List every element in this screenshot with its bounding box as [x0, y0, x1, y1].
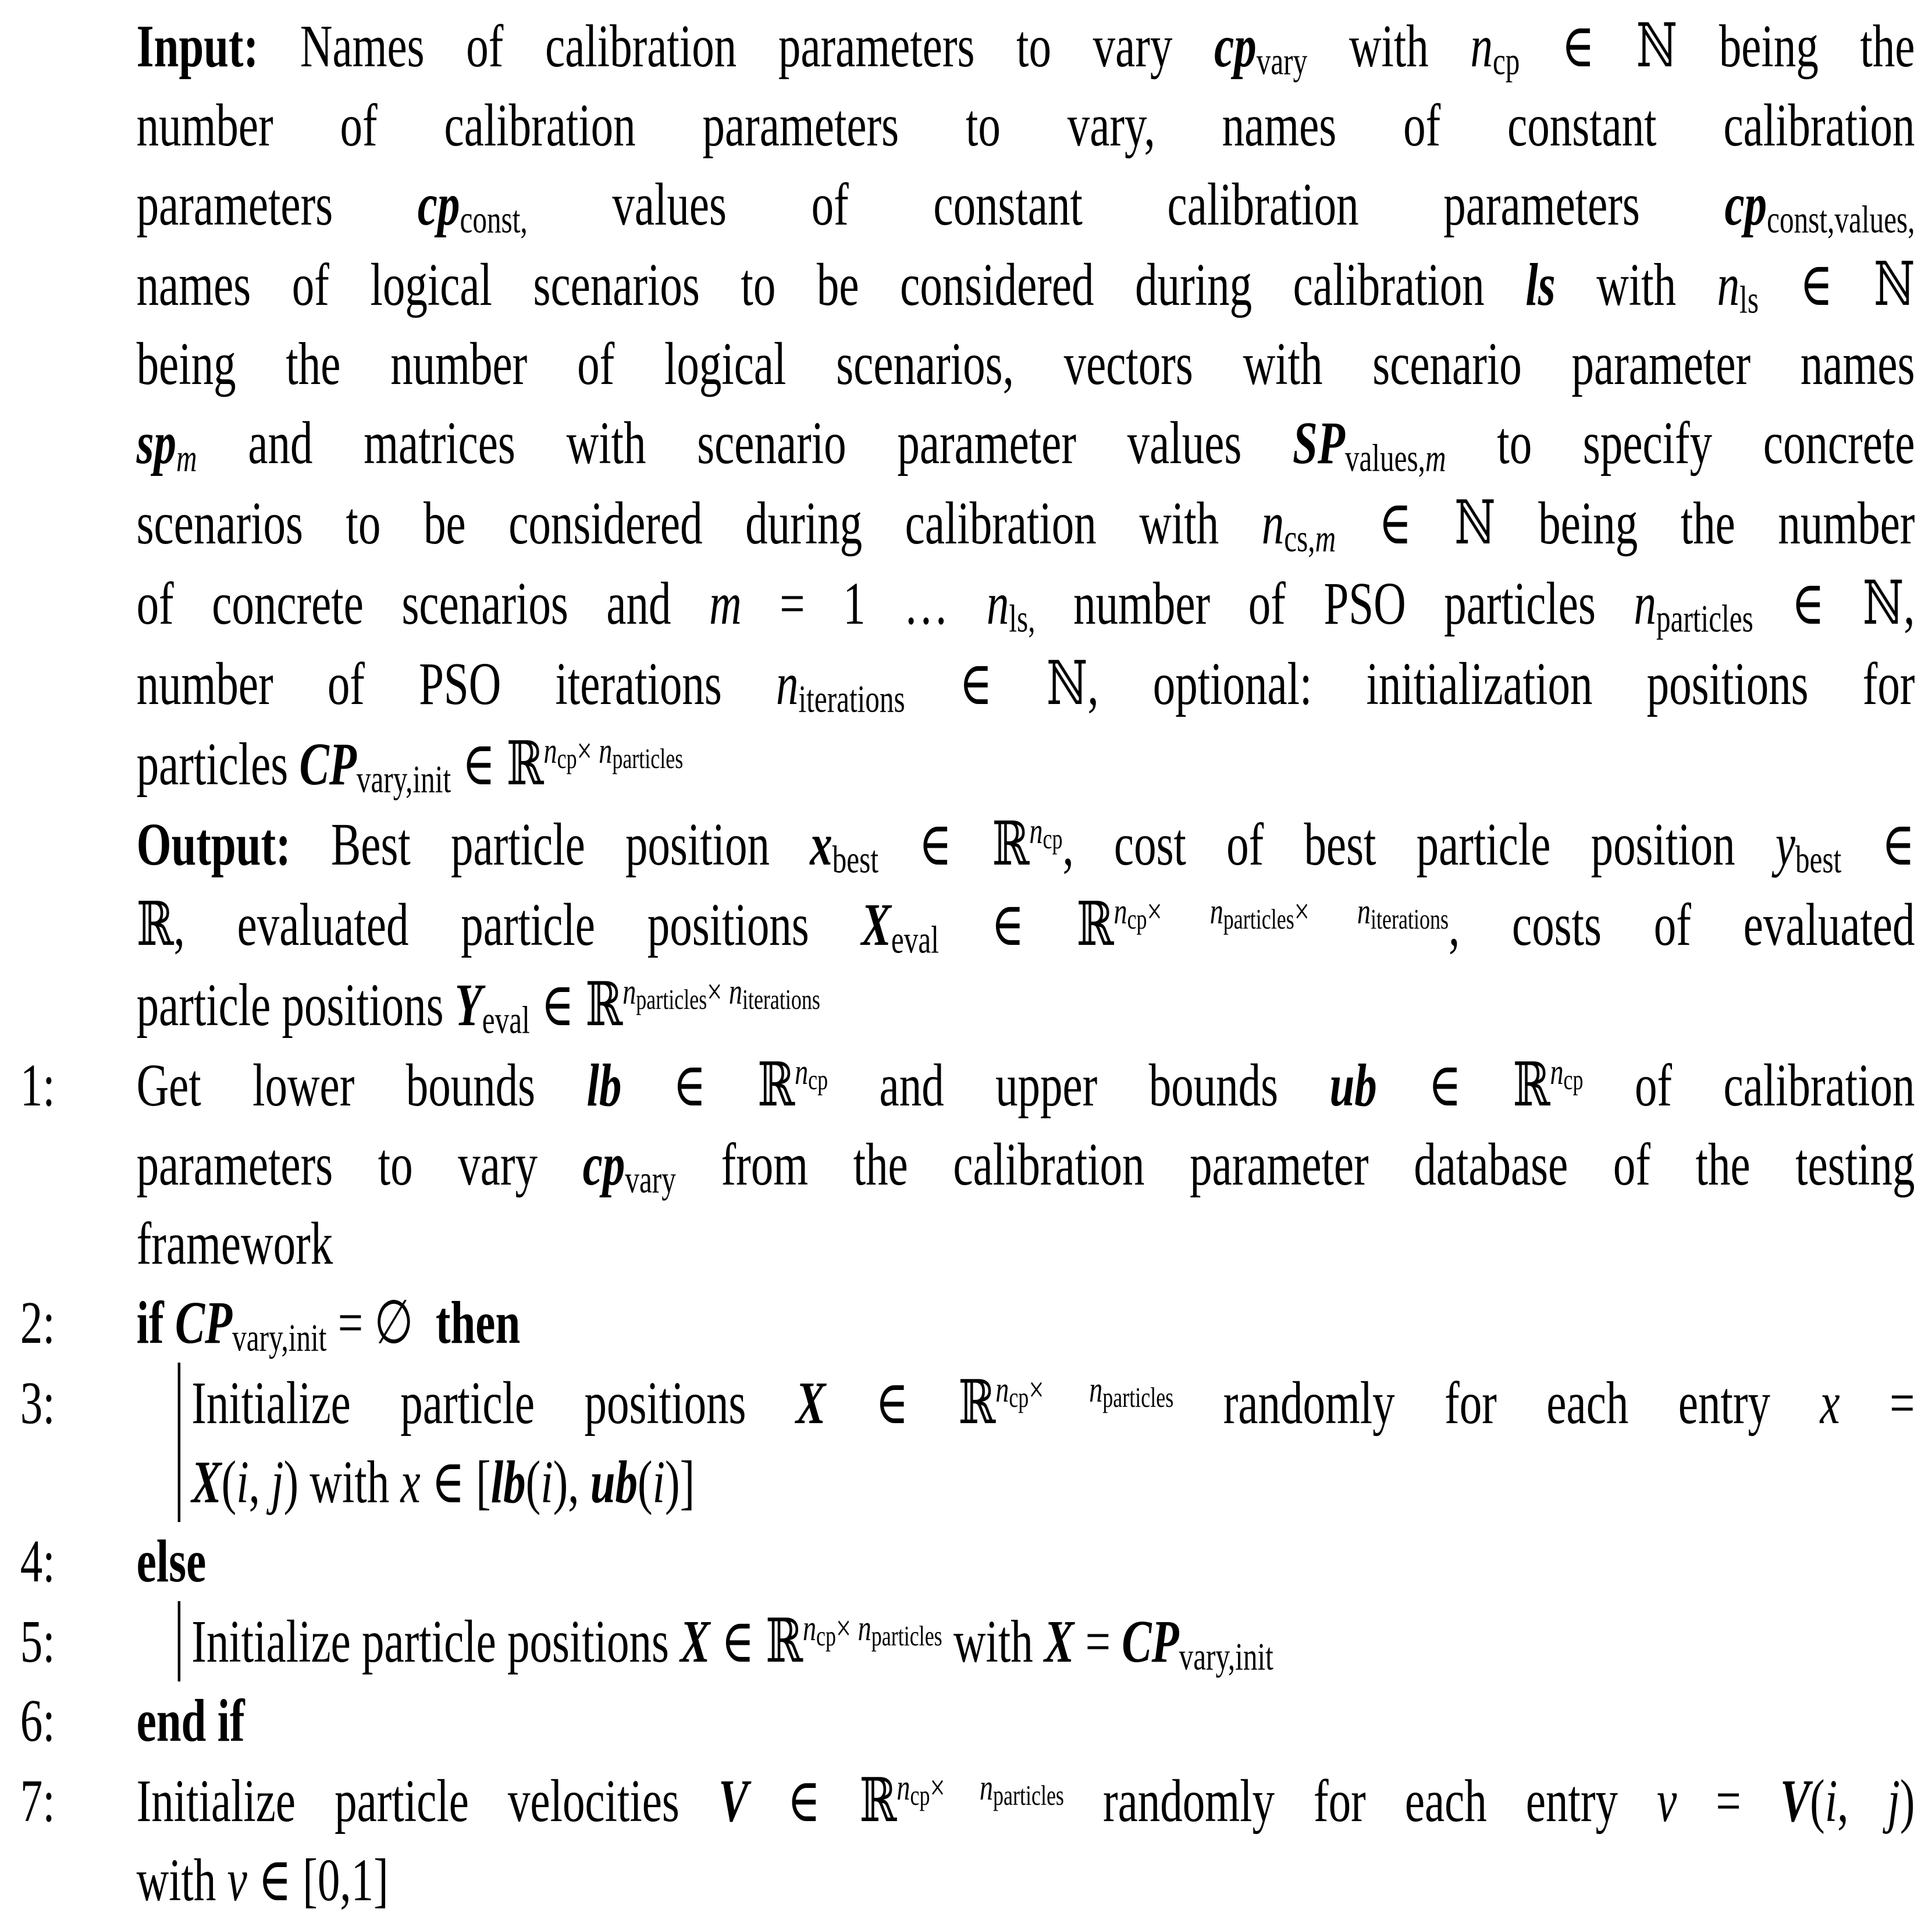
- text-run: ∈: [878, 811, 992, 878]
- text-run: ×: [707, 971, 729, 1012]
- line-number: 7:: [20, 1768, 55, 1834]
- algo-text-line: [137, 1125, 1915, 1204]
- algo-step-1: [20, 1045, 1915, 1283]
- math-scalar-variable: n: [1550, 1051, 1564, 1092]
- text-run: ) with: [283, 1449, 401, 1516]
- algo-text-line: [137, 244, 1915, 325]
- subscript: cp: [816, 1620, 837, 1652]
- superscript: [543, 730, 684, 774]
- subscript: iterations: [798, 678, 905, 721]
- subscript: ls: [1739, 279, 1759, 322]
- blackboard-set-symbol: ℝ: [1076, 888, 1114, 959]
- subscript: best: [1795, 838, 1842, 881]
- superscript: [995, 1369, 1174, 1413]
- text-run: being the number of logical scenarios, vectors with scenario parameter names: [136, 330, 1915, 397]
- text-run: ∈: [1376, 1052, 1513, 1119]
- text-run: to specify concrete: [1446, 410, 1915, 477]
- text-run: being the number: [1495, 490, 1915, 557]
- text-run: Initialize particle positions: [191, 1370, 796, 1437]
- algo-text-line: [137, 404, 1915, 483]
- math-scalar-variable: n: [1634, 570, 1656, 637]
- math-vector-variable: Y: [454, 972, 482, 1039]
- subscript: iterations: [742, 983, 820, 1015]
- superscript: [795, 1051, 828, 1096]
- algo-text-line: [137, 1522, 1915, 1601]
- math-scalar-variable: v: [1657, 1768, 1677, 1834]
- subscript: vary: [1256, 40, 1308, 83]
- subscript: particles: [1102, 1381, 1174, 1413]
- superscript: [1113, 891, 1449, 935]
- math-scalar-variable: i: [1824, 1768, 1838, 1834]
- blackboard-set-symbol: ℝ: [765, 1605, 803, 1676]
- math-vector-variable: CP: [175, 1289, 233, 1356]
- blackboard-set-symbol: ℕ: [1636, 10, 1678, 81]
- indented-block-content: [178, 1601, 1915, 1681]
- text-run: of calibration: [1583, 1052, 1915, 1119]
- line-content: [137, 1761, 1915, 1920]
- math-scalar-variable: x: [400, 1449, 421, 1516]
- subscript: particles: [1656, 598, 1753, 641]
- text-run: =: [1074, 1608, 1122, 1675]
- subscript-italic: m: [1315, 517, 1336, 560]
- text-run: and matrices with scenario parameter values: [197, 410, 1293, 477]
- math-scalar-variable: n: [1717, 251, 1740, 318]
- text-run: Get lower bounds: [136, 1052, 587, 1119]
- math-vector-variable: CP: [1122, 1608, 1179, 1675]
- subscript: vary,init: [1179, 1635, 1273, 1679]
- blackboard-set-symbol: ℕ: [1047, 648, 1088, 719]
- algo-text-line: [137, 165, 1915, 244]
- subscript: values,: [1344, 437, 1426, 480]
- text-run: particles: [136, 731, 300, 798]
- line-number: 4:: [20, 1528, 55, 1595]
- line-content: [137, 6, 1915, 804]
- math-vector-variable: x: [810, 811, 832, 878]
- math-scalar-variable: n: [622, 971, 636, 1012]
- subscript: cp: [1563, 1064, 1584, 1096]
- math-scalar-variable: n: [979, 1767, 993, 1808]
- text-run: (: [1810, 1768, 1825, 1834]
- algo-text-line: [137, 1204, 1915, 1283]
- math-scalar-variable: n: [995, 1369, 1009, 1410]
- text-run: , optional: initialization positions for: [1087, 650, 1915, 717]
- math-scalar-variable: n: [986, 570, 1009, 637]
- blackboard-set-symbol: ℕ: [1454, 487, 1496, 558]
- math-scalar-variable: n: [1089, 1369, 1103, 1410]
- math-scalar-variable: i: [540, 1449, 553, 1516]
- math-scalar-variable: n: [728, 971, 742, 1012]
- blackboard-set-symbol: ℕ: [1862, 567, 1904, 638]
- math-vector-variable: X: [795, 1370, 826, 1437]
- text-run: with: [1555, 251, 1717, 318]
- blackboard-set-symbol: ℝ: [992, 808, 1030, 879]
- subscript: cp: [1009, 1381, 1029, 1413]
- math-scalar-variable: x: [1820, 1370, 1840, 1437]
- algo-text-line: [191, 1601, 1915, 1681]
- text-run: =: [1840, 1370, 1915, 1437]
- math-vector-variable: CP: [299, 731, 357, 798]
- text-run: values of constant calibration parameters: [527, 171, 1725, 238]
- algo-text-line: [137, 325, 1915, 404]
- math-scalar-variable: n: [1470, 13, 1493, 80]
- text-run: scenarios to be considered during calibration with: [136, 490, 1262, 557]
- text-run: ),: [553, 1449, 590, 1516]
- text-run: ∈: [1841, 811, 1915, 878]
- algo-step-7: [20, 1761, 1915, 1920]
- text-run: Initialize particle positions: [191, 1608, 681, 1675]
- subscript-italic: m: [1425, 437, 1446, 480]
- text-run: parameters to vary: [136, 1131, 583, 1198]
- algo-text-line: [137, 643, 1915, 724]
- math-vector-variable: sp: [136, 410, 177, 477]
- line-number: 5:: [20, 1608, 55, 1675]
- text-run: Names of calibration parameters to vary: [300, 13, 1215, 80]
- text-run: (: [221, 1449, 237, 1516]
- subscript: vary: [625, 1158, 676, 1201]
- math-scalar-variable: n: [1357, 891, 1371, 931]
- text-run: , cost of best particle position: [1062, 811, 1776, 878]
- text-run: ∈: [529, 972, 586, 1039]
- text-run: particle positions: [136, 972, 455, 1039]
- text-run: (: [525, 1449, 541, 1516]
- algo-text-line: [137, 1841, 1915, 1920]
- math-vector-variable: V: [1780, 1768, 1810, 1834]
- math-vector-variable: cp: [1724, 171, 1767, 238]
- text-run: randomly for each entry: [1063, 1768, 1657, 1834]
- text-run: ∈: [710, 1608, 766, 1675]
- math-vector-variable: X: [191, 1449, 222, 1516]
- subscript: eval: [891, 919, 939, 962]
- subscript: vary,init: [356, 758, 451, 801]
- text-run: ,: [1837, 1768, 1888, 1834]
- math-vector-variable: X: [1044, 1608, 1074, 1675]
- text-run: randomly for each entry: [1173, 1370, 1820, 1437]
- keyword: then: [435, 1289, 521, 1356]
- text-run: = ∅: [326, 1289, 436, 1356]
- superscript: [622, 971, 820, 1015]
- algo-text-line: [191, 1443, 1915, 1522]
- text-run: ×: [1147, 891, 1210, 931]
- text-run: Initialize particle velocities: [136, 1768, 718, 1834]
- text-run: ∈: [1753, 570, 1863, 637]
- math-vector-variable: SP: [1293, 410, 1345, 477]
- text-run: ∈: [748, 1768, 860, 1834]
- subscript: vary,init: [232, 1317, 327, 1360]
- algo-text-line: [137, 965, 1915, 1045]
- blackboard-set-symbol: ℝ: [859, 1765, 897, 1836]
- math-scalar-variable: j: [271, 1449, 284, 1516]
- math-scalar-variable: j: [1887, 1768, 1900, 1834]
- line-number: 1:: [20, 1052, 55, 1119]
- math-scalar-variable: m: [709, 570, 742, 637]
- superscript: [1550, 1051, 1584, 1096]
- text-run: ∈: [621, 1052, 758, 1119]
- line-content: [137, 1681, 1915, 1761]
- text-run: being the: [1677, 13, 1915, 80]
- text-run: Best particle position: [330, 811, 810, 878]
- algo-text-line: [137, 884, 1915, 965]
- math-vector-variable: V: [718, 1768, 749, 1834]
- math-vector-variable: lb: [586, 1052, 622, 1119]
- text-run: (: [638, 1449, 653, 1516]
- math-scalar-variable: n: [775, 650, 799, 717]
- blackboard-set-symbol: ℝ: [506, 728, 544, 799]
- subscript: best: [832, 838, 879, 881]
- math-scalar-variable: y: [1775, 811, 1796, 878]
- algo-text-line: [137, 1761, 1915, 1841]
- line-content: [137, 1522, 1915, 1601]
- superscript: [802, 1608, 942, 1652]
- subscript: const,values,: [1767, 198, 1915, 241]
- algo-text-line: [137, 1283, 1915, 1363]
- subscript: particles: [612, 742, 684, 774]
- text-run: ∈ [: [420, 1449, 491, 1516]
- math-scalar-variable: v: [227, 1847, 247, 1914]
- subscript: eval: [482, 999, 530, 1042]
- text-run: with: [1307, 13, 1471, 80]
- math-vector-variable: cp: [417, 171, 460, 238]
- math-scalar-variable: n: [1029, 810, 1043, 851]
- subscript: cp: [910, 1779, 930, 1811]
- algo-text-line: [137, 1045, 1915, 1125]
- subscript-italic: m: [176, 437, 197, 480]
- subscript: cp: [808, 1064, 828, 1096]
- line-number: 6:: [20, 1687, 55, 1754]
- algo-text-line: [137, 6, 1915, 86]
- algo-text-line: [137, 86, 1915, 165]
- subscript: particles: [871, 1620, 942, 1652]
- algo-text-line: [137, 563, 1915, 643]
- text-run: framework: [136, 1210, 333, 1277]
- subscript: particles: [1223, 903, 1294, 935]
- algo-text-line: [137, 724, 1915, 804]
- text-run: ∈: [451, 731, 507, 798]
- text-run: ×: [836, 1608, 858, 1648]
- text-run: ,: [248, 1449, 272, 1516]
- text-run: number of calibration parameters to vary, names of constant calibration: [136, 92, 1915, 159]
- keyword: end if: [136, 1687, 245, 1754]
- line-number: 3:: [20, 1370, 55, 1437]
- subscript: cs,: [1284, 517, 1315, 560]
- subscript: cp: [1043, 823, 1063, 855]
- subscript: const,: [460, 198, 528, 241]
- algo-text-line: [137, 1681, 1915, 1761]
- line-number: 2:: [20, 1289, 55, 1356]
- text-run: )]: [665, 1449, 695, 1516]
- line-content: [137, 804, 1915, 1045]
- text-run: , costs of evaluated: [1448, 891, 1915, 958]
- blackboard-set-symbol: ℝ: [958, 1367, 996, 1438]
- subscript: cp: [1492, 40, 1520, 83]
- text-run: number of PSO particles: [1035, 570, 1634, 637]
- math-vector-variable: X: [861, 891, 891, 958]
- text-run: parameters: [136, 171, 418, 238]
- text-run: , evaluated particle positions: [173, 891, 862, 958]
- text-run: ×: [1029, 1369, 1090, 1410]
- text-run: with: [136, 1847, 227, 1914]
- subscript: iterations: [1371, 903, 1449, 935]
- math-scalar-variable: n: [896, 1767, 910, 1808]
- math-scalar-variable: i: [236, 1449, 249, 1516]
- text-run: number of PSO iterations: [136, 650, 776, 717]
- algo-step-2: [20, 1283, 1915, 1363]
- line-content: [137, 1283, 1915, 1363]
- text-run: = 1 …: [741, 570, 987, 637]
- text-run: ,: [1903, 570, 1915, 637]
- text-run: names of logical scenarios to be considered during calibration: [136, 251, 1526, 318]
- algo-text-line: [137, 483, 1915, 563]
- math-scalar-variable: i: [652, 1449, 666, 1516]
- subscript: particles: [636, 983, 707, 1015]
- keyword: Output:: [136, 811, 331, 878]
- algo-text-line: [137, 804, 1915, 884]
- algo-output-block: [20, 804, 1915, 1045]
- keyword: else: [136, 1528, 207, 1595]
- math-vector-variable: ub: [1329, 1052, 1377, 1119]
- math-vector-variable: ls: [1525, 251, 1556, 318]
- math-vector-variable: cp: [1214, 13, 1257, 80]
- text-run: ): [1899, 1768, 1915, 1834]
- text-run: ∈: [1759, 251, 1874, 318]
- text-run: ∈: [1520, 13, 1636, 80]
- text-run: ×: [577, 730, 599, 771]
- math-scalar-variable: n: [1261, 490, 1285, 557]
- text-run: ∈: [1336, 490, 1455, 557]
- text-run: with: [942, 1608, 1044, 1675]
- algo-input-block: [20, 6, 1915, 804]
- blackboard-set-symbol: ℝ: [757, 1049, 795, 1120]
- text-run: ∈ [0,1]: [247, 1847, 389, 1914]
- algo-step-3: [20, 1363, 1915, 1522]
- text-run: ∈: [905, 650, 1047, 717]
- keyword: if: [136, 1289, 175, 1356]
- math-vector-variable: lb: [490, 1449, 526, 1516]
- subscript: cp: [557, 742, 577, 774]
- subscript: ls,: [1009, 598, 1036, 641]
- algo-step-4: [20, 1522, 1915, 1601]
- math-scalar-variable: n: [795, 1051, 809, 1092]
- algo-step-5: [20, 1601, 1915, 1681]
- algo-text-line: [191, 1363, 1915, 1443]
- subscript: particles: [992, 1779, 1064, 1811]
- text-run: and upper bounds: [828, 1052, 1330, 1119]
- math-scalar-variable: n: [858, 1608, 871, 1648]
- math-scalar-variable: n: [1113, 891, 1127, 931]
- text-run: of concrete scenarios and: [136, 570, 710, 637]
- math-vector-variable: ub: [590, 1449, 638, 1516]
- math-vector-variable: X: [680, 1608, 710, 1675]
- keyword: Input:: [136, 13, 300, 80]
- math-scalar-variable: n: [543, 730, 557, 771]
- math-scalar-variable: n: [599, 730, 613, 771]
- math-vector-variable: cp: [582, 1131, 625, 1198]
- text-run: =: [1677, 1768, 1780, 1834]
- superscript: [896, 1767, 1064, 1811]
- indented-block-content: [178, 1363, 1915, 1522]
- blackboard-set-symbol: ℝ: [1513, 1049, 1550, 1120]
- blackboard-set-symbol: ℝ: [136, 888, 174, 959]
- superscript: [1029, 810, 1063, 855]
- algo-step-6: [20, 1681, 1915, 1761]
- text-run: ×: [930, 1767, 980, 1808]
- text-run: ∈: [938, 891, 1077, 958]
- blackboard-set-symbol: ℕ: [1874, 248, 1915, 319]
- text-run: ∈: [826, 1370, 959, 1437]
- line-content: [137, 1045, 1915, 1283]
- subscript: cp: [1127, 903, 1147, 935]
- text-run: ×: [1294, 891, 1357, 931]
- text-run: from the calibration parameter database of the testing: [675, 1131, 1915, 1198]
- blackboard-set-symbol: ℝ: [585, 969, 623, 1040]
- math-scalar-variable: n: [802, 1608, 817, 1648]
- math-scalar-variable: n: [1209, 891, 1223, 931]
